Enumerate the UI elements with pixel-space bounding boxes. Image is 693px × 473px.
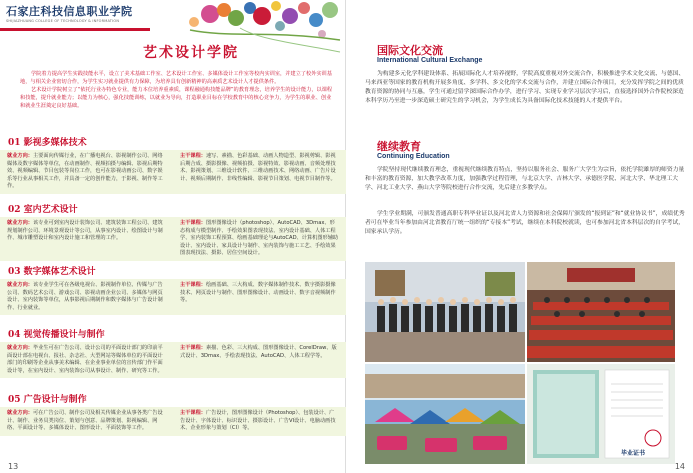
school-name: 石家庄科技信息职业学院 (6, 5, 133, 18)
certificate-photo (527, 364, 675, 464)
section-title: 05 广告设计与制作 (8, 395, 87, 405)
page-number-left: 13 (8, 462, 19, 471)
college-title: 艺术设计学院 (143, 45, 239, 61)
main-courses (173, 220, 346, 258)
intro-text (20, 70, 336, 110)
course-label: 主干课程： (180, 345, 206, 351)
section-title: 04 视觉传播设计与制作 (8, 330, 105, 340)
main-courses (173, 153, 346, 191)
section-body (0, 407, 346, 436)
intl-subtitle: International Cultural Exchange (377, 57, 483, 64)
continuing-subtitle: Continuing Education (377, 153, 450, 160)
section-title: 01 影视多媒体技术 (8, 138, 87, 148)
course-label: 主干课程： (180, 220, 206, 226)
course-label: 主干课程： (180, 153, 206, 159)
certificate-label: 毕业证书 (621, 450, 646, 457)
job-label: 就业方向： (7, 410, 33, 416)
course-text: 速写、素描、色彩基础、动画人物造型、影视剪辑、影视后期合成、摄影摄像、视频拍摄、影视特效、影视动画、音频处理技术、影视策划、三维设计软件、三维动画技术、网络动画、广告片设计、视频后期制作、非线性编辑、影视节目策划、电视节目制作等。 (180, 153, 336, 182)
main-courses (173, 345, 346, 375)
job-text: 该专业可到室内设计装饰公司、建筑装饰工程公司、建筑规划制作公司、环境景观设计等公司，从事室内设计、绘图设计与制作、城市雕塑设计和室内设计施工和管理的工作。 (7, 220, 163, 242)
section-01 (0, 136, 346, 194)
section-title: 02 室内艺术设计 (8, 205, 78, 215)
section-body (0, 342, 346, 378)
group-photo (365, 262, 525, 362)
continuing-title: 继续教育 (377, 140, 421, 153)
intl-title: 国际文化交流 (377, 44, 443, 57)
job-text: 主要面向传媒行业，在广播电视台、影视制作公司、网络媒体及数字媒体等单位，在动画制作、视频拍摄与编辑、影视后期特效、视频编辑、节目包装等岗位工作，也可在影视动画公司、数字娱乐等行业从事相关工作，并具备一定的创作能力，于影视、制作等工作。 (7, 153, 163, 190)
course-text: 素描、色彩、三大构成、图形图像设计、CorelDraw、版式设计、3Dmax、手绘表现技法、AutoCAD、人体工程学等。 (180, 345, 337, 359)
job-direction (0, 282, 173, 312)
right-page (347, 0, 693, 473)
main-courses (173, 410, 346, 433)
page-number-right: 14 (674, 462, 685, 471)
left-page (0, 0, 346, 473)
section-title: 03 数字媒体艺术设计 (8, 267, 96, 277)
school-name-en: SHIJIAZHUANG COLLEGE OF TECHNOLOGY & INFORMATION (6, 19, 120, 23)
job-label: 就业方向： (7, 345, 33, 351)
intl-text: 为构建多元化学科建设体系、拓展国际化人才培养视野，学院高度重视对外交流合作，积极推进学术文化交流、与德国、马来西亚等国家的教育机构开展多角度、多学科、多文化的学术交流与合作，并建立国际合作项目，充分发挥学院之间的优质教育资源的协同与互惠，学生可通过留学深国际合作办学，进行学习、实现专业学习层次学习后，直接选择国外合作院校深造本科学历乃至进一步深造硕士研究生的学习机会，为学生成长为具备国际化技术技能的人才提供平台。 (365, 71, 685, 104)
job-text: 毕业生可在广告公司、设计公司的平面设计部门的印前平面设计部在电视台、报社、杂志社、大型网站等媒体单位的平面设计部门的印刷等企业从事美术编辑、在企业事业单位的宣传部门作平面设计等，在室内设计、室内装饰公司从事设计、制作、研究等工作。 (7, 345, 163, 374)
job-text: 该专业学生可在各级电视台、影视制作单位、传媒与广告公司、数码艺术公司、游戏公司、影视动画企业公司、多媒体与网页设计、室内装饰等单位，从事影视后期制作和数字媒体与广告设计制作、行业就业。 (7, 282, 163, 311)
outdoor-event-photo (365, 364, 525, 464)
continuing-paragraph-2: 学生学业期满，可颁发普通高职专科毕业证以及河北省人力资源和社会保障厅颁发的“报到证”和“就业协议书”，成绩优秀者可在毕业当年参加由河北省教育厅统一组织的“专接本”考试，继续在本科院校就读，也可参加河北省本科层次的自学考试，国家承认学历。 (365, 211, 685, 235)
continuing-paragraph-1: 学院坚持现代继续教育理念，重视现代继续教育特点，坚持以服务社会、服务广大学生为宗旨，依托学院雄厚的师资力量和丰富的教育资源，加大教学改革力度，加强教学过程管理，与北京大学、吉林大学、承德医学院、河北大学、华北理工大学、河北工业大学、燕山大学等院校进行合作交流，先后建立多教学点。 (365, 167, 685, 191)
main-courses (173, 282, 346, 312)
section-04 (0, 328, 346, 378)
job-text: 可在广告公司、制作公司及相关传媒企业从事各类广告设计、制作、业务员类岗位、策划与创意、品牌策划、影视编辑、网络、平面设计等、多媒体设计、图形设计、平面装饰等工作。 (7, 410, 163, 432)
job-label: 就业方向： (7, 282, 33, 288)
job-label: 就业方向： (7, 220, 33, 226)
section-03 (0, 265, 346, 315)
intro-paragraph-2: 艺术设计学院树立了“依托行业办特色专业，能力本位培养重素质，课程融通构技能品牌”的教育理念，培养学生的设计能力，以课程和技能，提升就业能力；以能力为核心，强化技能训练，以就业为导向，打造职业目标在学校教育中的核心竞争力，为学生的职业、创业和就业生涯奠定良好基础。 (20, 87, 333, 109)
course-text: 图形图像设计（photoshop）、AutoCAD、3Dmax、形态构成与模型制作、手绘效果图表现技法、室内设计基础、人体工程学、室内装饰工程预算、绘画基础理论与AutoCAD、计算机图形辅助设计、室内设计、家具设计与制作、室内装饰与施工工艺、手绘效果图表现技法、摄影、居住空间设计。 (180, 220, 339, 257)
intro-paragraph-1: 学院着力提高学生实践技能水平，设立了美术基础工作室、艺术设计工作室、多媒体设计工作室等校内实训室，并建立了校外实训基地，与相关企业密切合作，为学生实习就业提供有力保障，为培养具有创新精神的高素质艺术设计人才提供条件。 (20, 71, 332, 85)
job-direction (0, 410, 173, 433)
header-red-bar (0, 28, 150, 31)
section-05 (0, 393, 346, 436)
course-text: 广告设计，图形图像设计（Photoshop）、包装设计、广告设计、字体设计、标识设计、摄影设计、广告VI设计、电脑动画技术、企业形象与策划（CI）等。 (180, 410, 336, 432)
section-body (0, 279, 346, 315)
job-direction (0, 220, 173, 258)
section-body (0, 217, 346, 261)
course-label: 主干课程： (180, 410, 206, 416)
job-label: 就业方向： (7, 153, 33, 159)
course-label: 主干课程： (180, 282, 206, 288)
job-direction (0, 345, 173, 375)
section-body (0, 150, 346, 194)
auditorium-photo (527, 262, 675, 362)
job-direction (0, 153, 173, 191)
course-text: 绘画基础、三大构成、数字媒体制作技术、数字摄影摄像技术、网页设计与制作、图形图像设计、动画设计、数字音视频制作等。 (180, 282, 336, 304)
section-02 (0, 203, 346, 261)
